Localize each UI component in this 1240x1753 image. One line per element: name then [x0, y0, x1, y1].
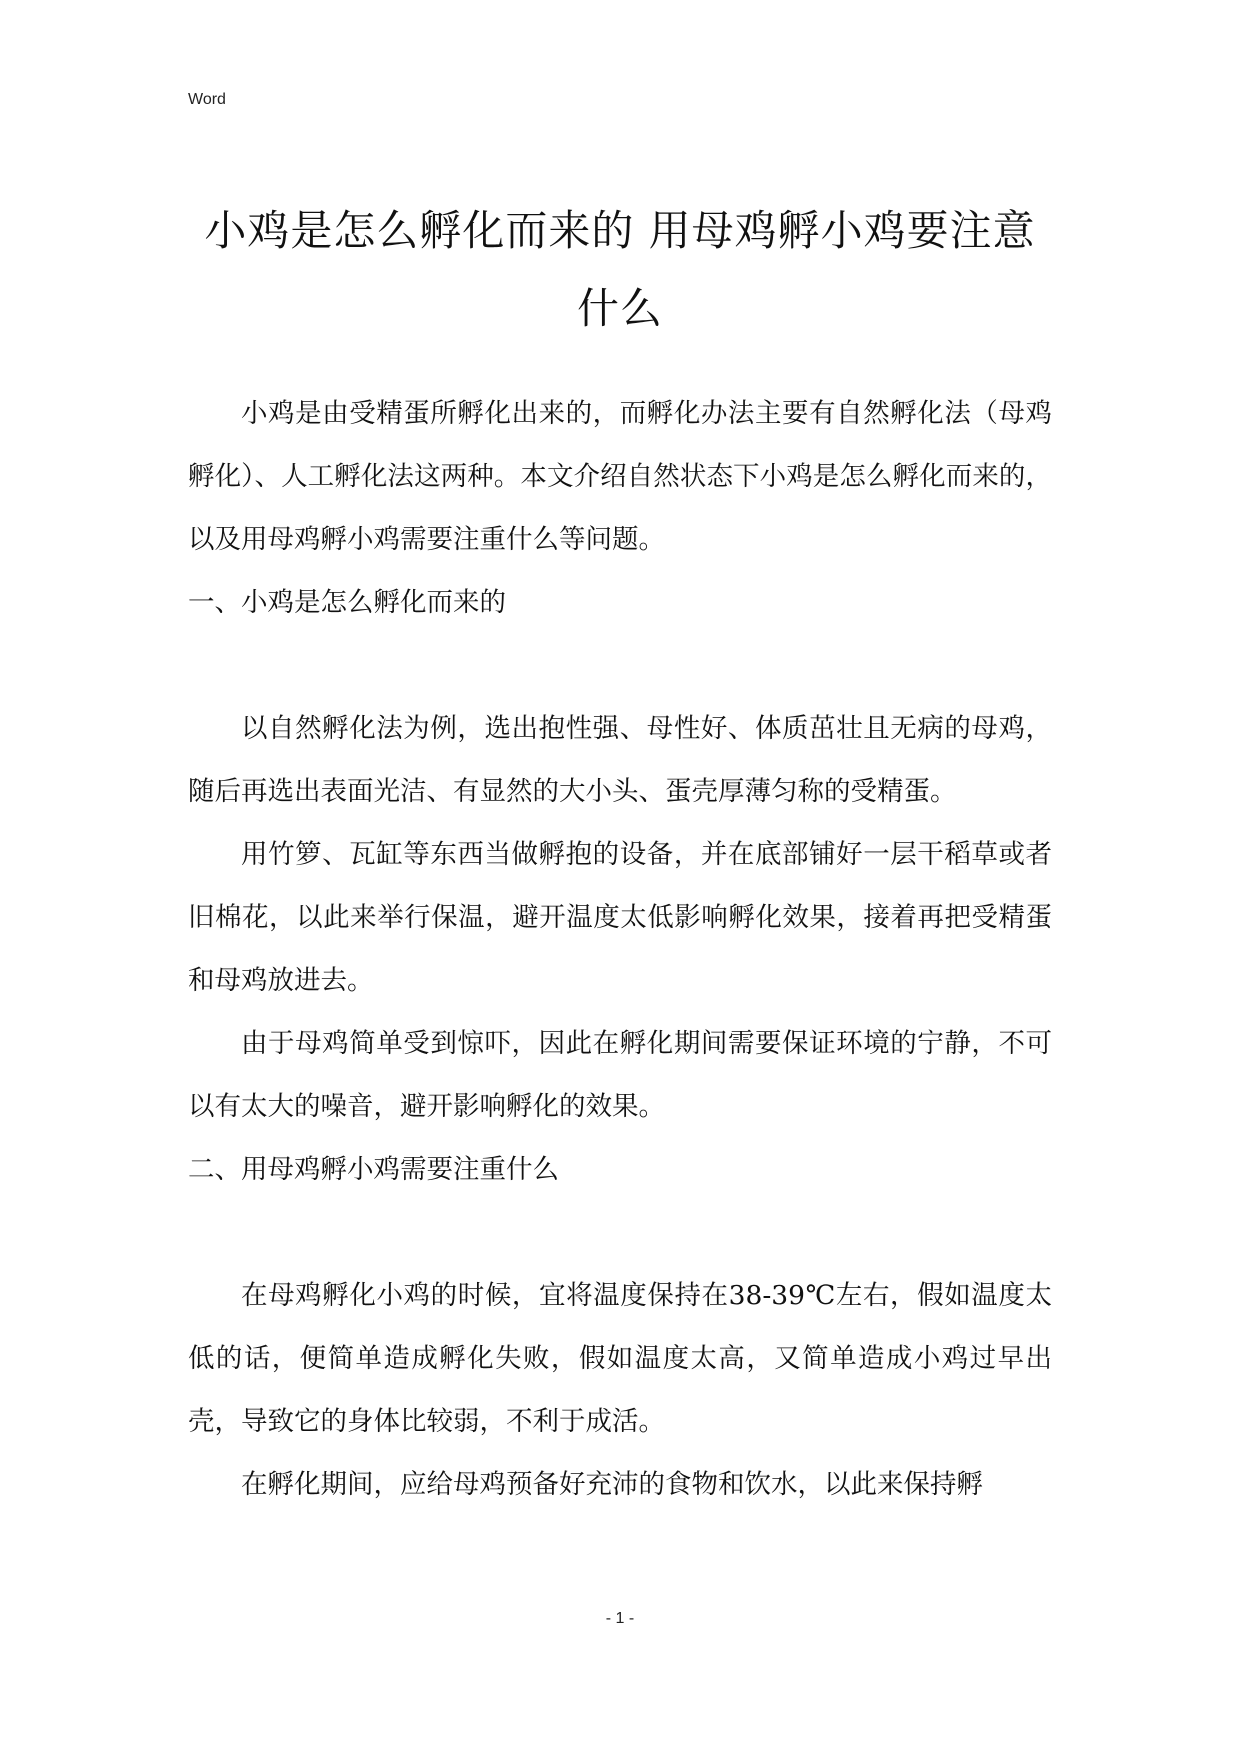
- document-title: 小鸡是怎么孵化而来的 用母鸡孵小鸡要注意什么: [204, 206, 1036, 333]
- section-1-heading: 一、小鸡是怎么孵化而来的: [188, 587, 506, 618]
- blank-line: [188, 1201, 1052, 1264]
- section-2-paragraph-2: 在孵化期间，应给母鸡预备好充沛的食物和饮水，以此来保持孵: [241, 1469, 983, 1500]
- header-label: Word: [188, 91, 226, 108]
- document-body: [188, 382, 1052, 1516]
- section-1-paragraph-1: 以自然孵化法为例，选出抱性强、母性好、体质茁壮且无病的母鸡，随后再选出表面光洁、有显然的大小头、蛋壳厚薄匀称的受精蛋。: [188, 713, 1052, 807]
- section-1-paragraph-2: 用竹箩、瓦缸等东西当做孵抱的设备，并在底部铺好一层干稻草或者旧棉花，以此来举行保温，避开温度太低影响孵化效果，接着再把受精蛋和母鸡放进去。: [188, 839, 1052, 996]
- intro-paragraph: 小鸡是由受精蛋所孵化出来的，而孵化办法主要有自然孵化法（母鸡孵化）、人工孵化法这两种。本文介绍自然状态下小鸡是怎么孵化而来的，以及用母鸡孵小鸡需要注重什么等问题。: [188, 398, 1052, 555]
- blank-line: [188, 634, 1052, 697]
- section-2-paragraph-1: 在母鸡孵化小鸡的时候，宜将温度保持在38-39℃左右，假如温度太低的话，便简单造成孵化失败，假如温度太高，又简单造成小鸡过早出壳，导致它的身体比较弱，不利于成活。: [188, 1280, 1052, 1437]
- section-2-heading: 二、用母鸡孵小鸡需要注重什么: [188, 1154, 559, 1185]
- section-1-paragraph-3: 由于母鸡简单受到惊吓，因此在孵化期间需要保证环境的宁静，不可以有太大的噪音，避开影响孵化的效果。: [188, 1028, 1052, 1122]
- page-number: - 1 -: [605, 1610, 635, 1627]
